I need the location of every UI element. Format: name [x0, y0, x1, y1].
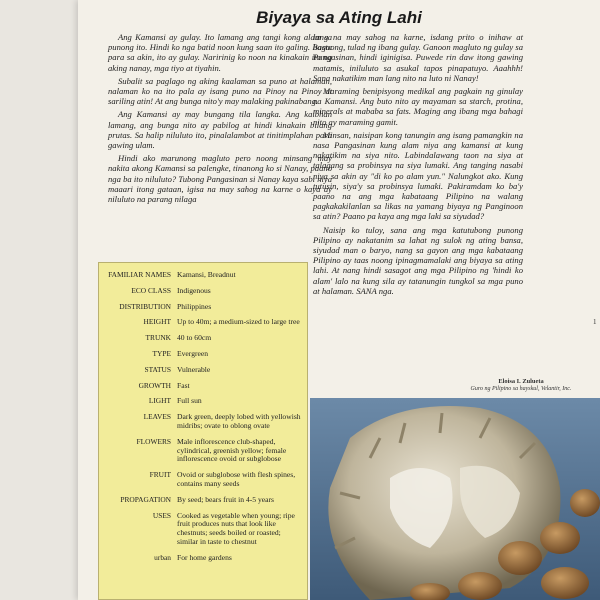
paragraph: Minsan, naisipan kong tanungin ang isang pamangkin na nasa Pangasinan kung alam niya ang kamansi at kung nakatikim na siya nito. Labindalawang taon na siya at talagang sa probinsya na siya lumaki. Ang tanging nasabi niya sa akin ay "di ko po alam yun." Nalungkot ako. Kung tutusin, siya'y sa probinsya lumaki. Pakiramdam ko ba'y paano na ang mga kabataang Pilipino na walang pagkakakilanlan sa likas na yamang biyaya ng Panginoon sa atin? Paano pa kaya ang mga laki sa siyudad?	[313, 129, 523, 222]
fact-value: By seed; bears fruit in 4-5 years	[177, 494, 275, 504]
fact-value: Fast	[177, 380, 190, 390]
fact-row	[99, 350, 307, 359]
fact-value: Vulnerable	[177, 364, 211, 374]
fact-row	[99, 554, 307, 563]
fact-value: Philippines	[177, 301, 212, 311]
fact-label: FRUIT	[149, 470, 171, 480]
fact-label: ECO CLASS	[131, 285, 171, 295]
fact-value: Evergreen	[177, 348, 209, 358]
fact-label: PROPAGATION	[120, 494, 171, 504]
right-column	[313, 32, 523, 299]
fact-value: For home gardens	[177, 552, 232, 562]
fact-label: urban	[154, 552, 171, 562]
fact-row	[99, 438, 307, 464]
author-affiliation: Guro ng Pilipino sa hayskul, Velantir, Inc.	[470, 386, 572, 392]
paragraph: lang na may sahog na karne, isdang prito o inihaw at bagoong, tulad ng ibang gulay. Ganoon magluto ng gulay sa Pangasinan, hindi iginigisa. Puwede rin daw itong gawing matamis, iniluluto sa asukal tapos pinapatuyo. Aaahhh! Sana nakatikim man lang nito na luto ni Nanay!	[313, 32, 523, 83]
breadnut-photo	[310, 398, 600, 600]
fact-value: Male inflorescence club-shaped, cylindrical, greenish yellow; female inflorescence ovoid or subglobose	[177, 436, 287, 464]
fact-label: HEIGHT	[143, 317, 171, 327]
paragraph: Maraming benipisyong medikal ang pagkain ng ginulay na Kamansi. Ang buto nito ay mayaman sa starch, protina, minerals at mababa sa fats. Maging ang ibang mga bahagi nito ay maraming gamit.	[313, 86, 523, 127]
fact-value: Dark green, deeply lobed with yellowish midribs; ovate to oblong ovate	[177, 412, 301, 430]
paragraph: Ang Kamansi ay gulay. Ito lamang ang tangi kong alam sa punong ito. Hindi ko nga batid noon kung saan ito galing. Basta para sa akin, ito ay gulay. Naririnig ko noon na kinakain ito ng aking nanay, mga tiyo at tiyahin.	[108, 32, 332, 73]
book-page	[78, 0, 600, 600]
fact-row	[99, 271, 307, 280]
fact-row	[99, 366, 307, 375]
fact-label: TYPE	[152, 348, 171, 358]
fact-value: Indigenous	[177, 285, 211, 295]
paragraph: Hindi ako marunong magluto pero noong minsang may nakita akong Kamansi sa palengke, tinanong ko si Nanay, paano nga ba ito niluluto? Tubong Pangasinan si Nanay kaya sabi niya maaari itong gataan, igisa na may sahog na karne o kaya ay niluluto na parang nilaga	[108, 153, 332, 205]
fact-value: Ovoid or subglobose with flesh spines, contains many seeds	[177, 470, 296, 488]
fact-row	[99, 397, 307, 406]
fact-label: LEAVES	[143, 412, 171, 422]
fact-row	[99, 471, 307, 489]
fact-row	[99, 334, 307, 343]
fact-label: USES	[152, 510, 171, 520]
fact-row	[99, 413, 307, 431]
fact-label: LIGHT	[148, 396, 171, 406]
fact-value: Cooked as vegetable when young; ripe fruit produces nuts that look like chestnuts; seeds boiled or roasted; similar in taste to chestnut	[177, 510, 295, 546]
margin-mark: 1	[593, 318, 597, 326]
fact-row	[99, 496, 307, 505]
fact-label: GROWTH	[138, 380, 171, 390]
fact-label: FAMILIAR NAMES	[108, 270, 171, 279]
fact-row	[99, 303, 307, 312]
author-name: Eloisa I. Zulueta	[498, 378, 544, 385]
fact-row	[99, 512, 307, 547]
breadnut-fruit-photo-icon	[310, 398, 600, 600]
fact-label: STATUS	[144, 364, 171, 374]
fact-row	[99, 287, 307, 296]
fact-value: Kamansi, Breadnut	[177, 270, 236, 279]
paragraph: Ang Kamansi ay may bungang tila langka. Ang kaibhan lamang, ang bunga nito ay pabilog at hindi kinakain bilang prutas. Sa halip niluluto ito, pinalalambot at tinitimplahan para gawing ulam.	[108, 109, 332, 151]
fact-value: Full sun	[177, 396, 202, 406]
fact-value: 40 to 60cm	[177, 333, 212, 343]
left-column	[108, 32, 332, 207]
fact-value: Up to 40m; a medium-sized to large tree	[177, 317, 300, 327]
fact-row	[99, 382, 307, 391]
fact-row	[99, 318, 307, 327]
fact-label: TRUNK	[145, 333, 171, 343]
fact-table	[98, 262, 308, 600]
paragraph: Subalit sa paglago ng aking kaalaman sa puno at halaman, nalaman ko na ito pala ay isang puno na Pinoy na Pinoy at sariling atin! At ang bunga nito'y may malaking pakinabang.	[108, 75, 332, 107]
page-title: Biyaya sa Ating Lahi	[256, 8, 422, 27]
fact-label: DISTRIBUTION	[119, 301, 171, 311]
paragraph: Naisip ko tuloy, sana ang mga katutubong punong Pilipino ay nakatanim sa lahat ng sulok ng ating bansa, siyudad man o baryo, nang sa gayon ang mga kabataang Pilipino ay taas noong ipinagmamalaki ang biyaya sa ating lahi. At nang hindi sasagot ang mga Pilipino ng 'hindi ko alam' lalo na kung sila ay tatanungin tungkol sa mga puno at halaman. SANA nga.	[313, 224, 523, 296]
fact-label: FLOWERS	[136, 436, 171, 446]
author-credit	[442, 378, 600, 393]
